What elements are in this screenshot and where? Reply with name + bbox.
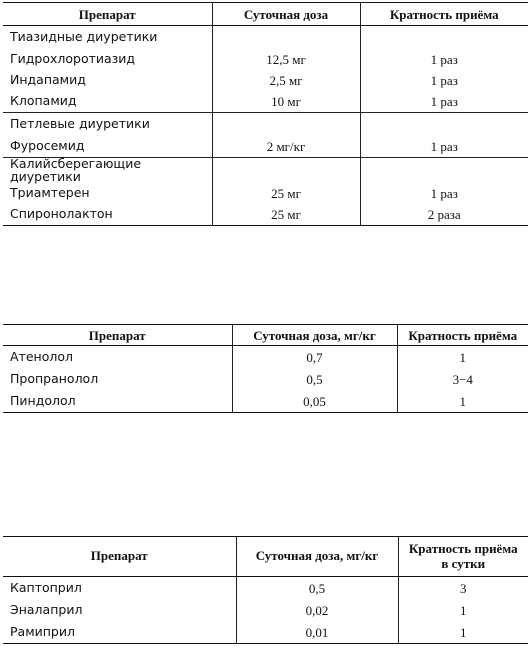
table-row: [3, 70, 528, 91]
header-daily-dose: Суточная доза, мг/кг: [236, 537, 398, 577]
drug-name: Гидрохлоротиазид: [3, 49, 212, 70]
daily-dose: 2,5 мг: [212, 70, 360, 91]
header-frequency: [398, 537, 528, 577]
header-daily-dose: Суточная доза: [212, 3, 360, 26]
daily-dose: 0,5: [236, 577, 398, 600]
drug-name: Спиронолактон: [3, 204, 212, 226]
table-row: [3, 91, 528, 113]
table-row: [3, 136, 528, 158]
daily-dose: 0,7: [232, 346, 397, 369]
frequency: 3−4: [452, 371, 473, 387]
group-row: [3, 113, 528, 137]
header-drug: Препарат: [3, 537, 236, 577]
table-row: [3, 599, 528, 621]
frequency: 2 раза: [360, 204, 528, 226]
group-name: Тиазидные диуретики: [3, 26, 212, 50]
drug-name: Индапамид: [3, 70, 212, 91]
daily-dose: 2 мг/кг: [212, 136, 360, 158]
table-row: [3, 183, 528, 204]
drug-name: Атенолол: [3, 346, 232, 369]
frequency: 1 раз: [430, 186, 458, 201]
header-drug: Препарат: [3, 325, 232, 346]
drug-name: Каптоприл: [3, 577, 236, 600]
drug-name: Пропранолол: [3, 368, 232, 390]
table-header-row: [3, 537, 528, 577]
frequency: 1: [460, 602, 467, 618]
table-row: [3, 621, 528, 644]
table-row: [3, 49, 528, 70]
diuretics-dosage-table: [3, 2, 528, 226]
frequency: 1 раз: [430, 73, 458, 88]
daily-dose: 25 мг: [212, 204, 360, 226]
table-row: [3, 577, 528, 600]
drug-name: Эналаприл: [3, 599, 236, 621]
header-frequency-line2: в сутки: [441, 555, 486, 571]
drug-name: Пиндолол: [3, 390, 232, 413]
header-daily-dose: Суточная доза, мг/кг: [232, 325, 397, 346]
daily-dose: 12,5 мг: [212, 49, 360, 70]
drug-name: Фуросемид: [3, 136, 212, 158]
frequency: 1: [398, 621, 528, 644]
header-drug: Препарат: [3, 3, 212, 26]
table-header-row: [3, 325, 528, 346]
table-row: [3, 368, 528, 390]
header-frequency-line1: Кратность приёма: [408, 540, 518, 556]
daily-dose: 10 мг: [212, 91, 360, 113]
table-row: [3, 346, 528, 369]
header-frequency: Кратность приёма: [360, 3, 528, 26]
daily-dose: 0,05: [232, 390, 397, 413]
frequency: 1: [459, 349, 466, 365]
daily-dose: 0,02: [236, 599, 398, 621]
ace-inhibitors-dosage-table: [3, 536, 528, 644]
beta-blockers-dosage-table: [3, 324, 528, 413]
group-name: Калийсберегающие диуретики: [3, 158, 212, 184]
table-row: [3, 204, 528, 226]
frequency: 1 раз: [430, 94, 458, 109]
group-row: [3, 26, 528, 50]
group-name: Петлевые диуретики: [3, 113, 212, 137]
frequency: 1: [397, 390, 528, 413]
drug-name: Триамтерен: [3, 183, 212, 204]
frequency: 3: [460, 580, 467, 596]
drug-name: Рамиприл: [3, 621, 236, 644]
frequency: 1 раз: [430, 52, 458, 67]
table-header-row: [3, 3, 528, 26]
frequency: 1 раз: [430, 139, 458, 154]
daily-dose: 0,01: [236, 621, 398, 644]
daily-dose: 0,5: [232, 368, 397, 390]
group-row: [3, 158, 528, 184]
table-row: [3, 390, 528, 413]
daily-dose: 25 мг: [212, 183, 360, 204]
drug-name: Клопамид: [3, 91, 212, 113]
header-frequency: Кратность приёма: [397, 325, 528, 346]
